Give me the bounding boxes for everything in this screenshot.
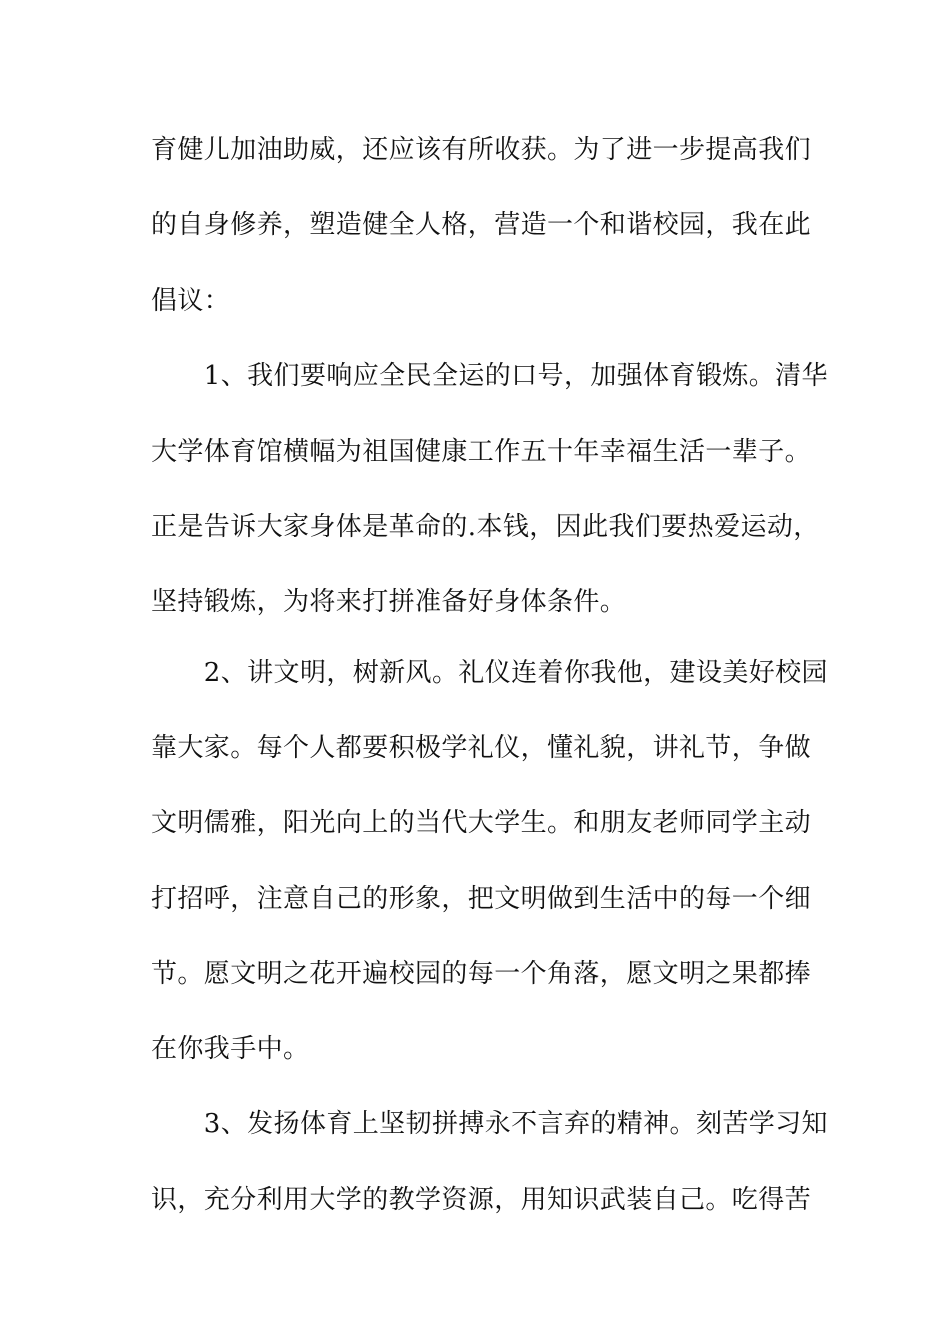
text-line: 文明儒雅，阳光向上的当代大学生。和朋友老师同学主动 <box>151 808 812 838</box>
text-line: 识，充分利用大学的教学资源，用知识武装自己。吃得苦 <box>151 1185 812 1215</box>
text-line: 打招呼，注意自己的形象，把文明做到生活中的每一个细 <box>151 884 812 914</box>
text-line: 在你我手中。 <box>151 1034 310 1064</box>
text-line: 2、讲文明，树新风。礼仪连着你我他，建设美好校园 <box>151 658 828 688</box>
text-line: 节。愿文明之花开遍校园的每一个角落，愿文明之果都捧 <box>151 959 812 989</box>
text-line: 大学体育馆横幅为祖国健康工作五十年幸福生活一辈子。 <box>151 437 812 467</box>
text-line: 正是告诉大家身体是革命的.本钱，因此我们要热爱运动， <box>151 512 820 542</box>
text-line: 坚持锻炼，为将来打拼准备好身体条件。 <box>151 587 627 617</box>
text-line: 靠大家。每个人都要积极学礼仪，懂礼貌，讲礼节，争做 <box>151 733 812 763</box>
text-line: 育健儿加油助威，还应该有所收获。为了进一步提高我们 <box>151 135 812 165</box>
text-line: 1、我们要响应全民全运的口号，加强体育锻炼。清华 <box>151 361 828 391</box>
text-line: 3、发扬体育上坚韧拼搏永不言弃的精神。刻苦学习知 <box>151 1109 828 1139</box>
text-line: 倡议： <box>151 286 231 316</box>
text-line: 的自身修养，塑造健全人格，营造一个和谐校园，我在此 <box>151 210 812 240</box>
